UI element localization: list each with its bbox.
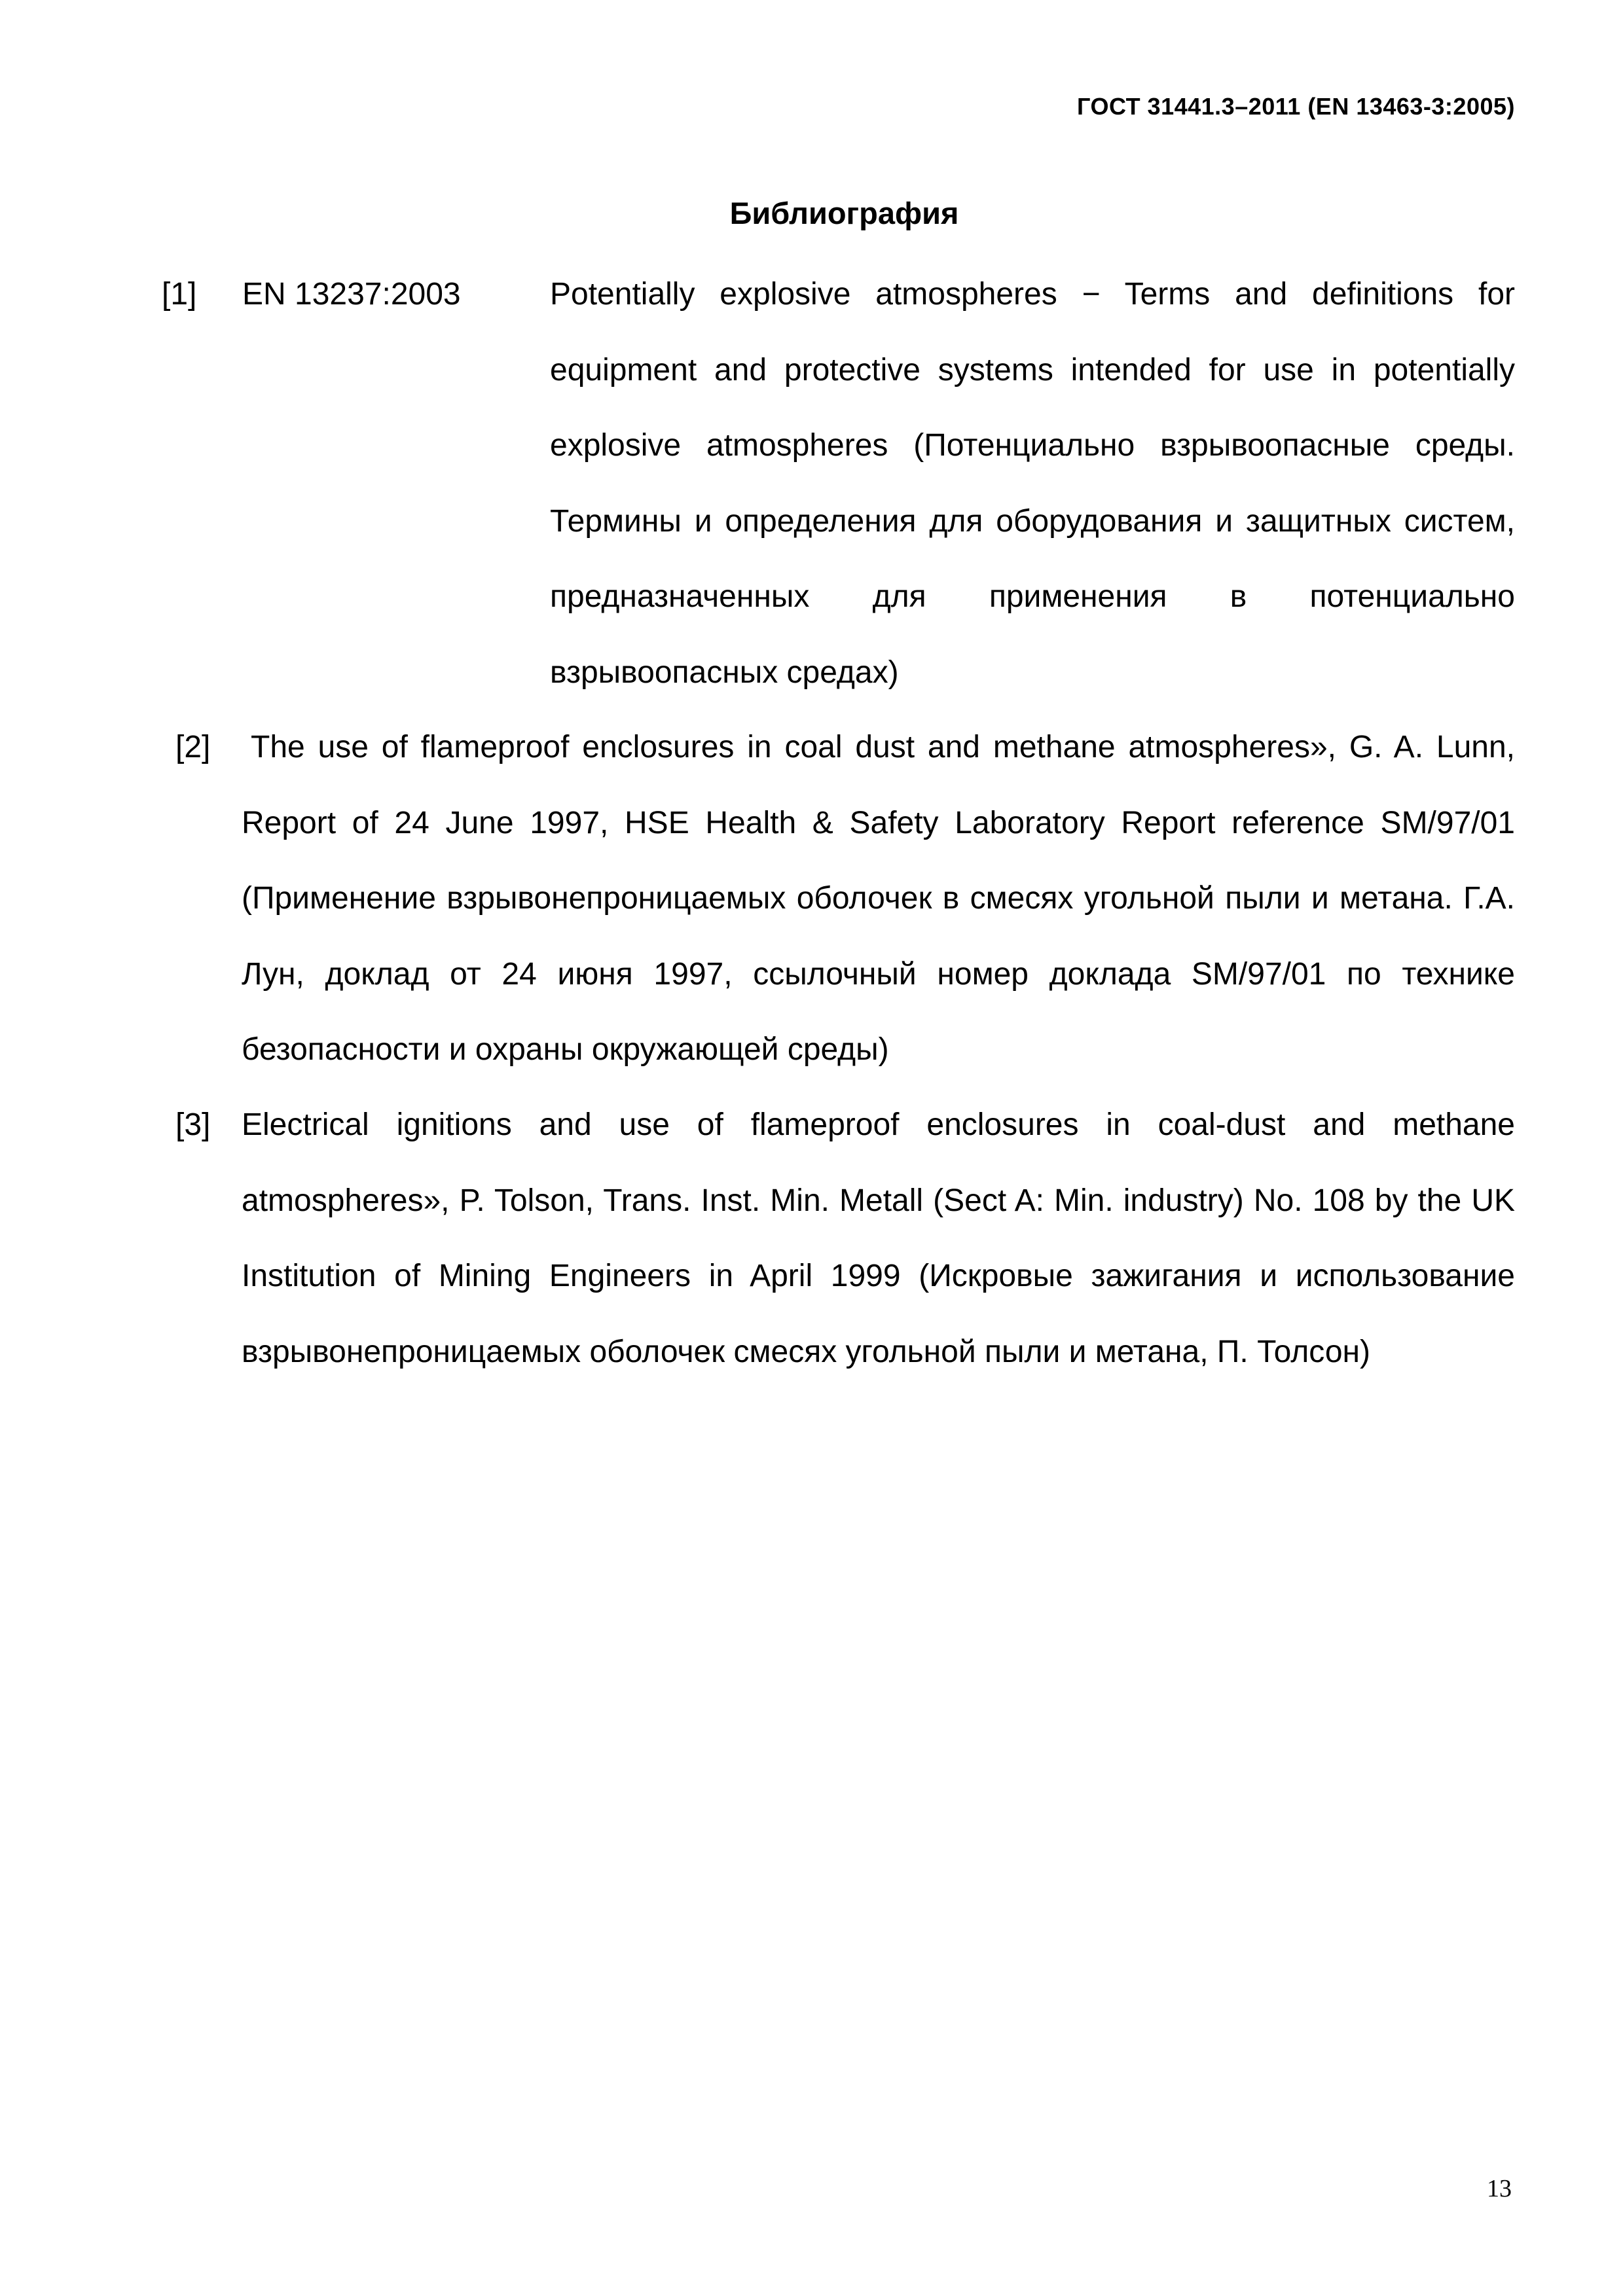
reference-item [175,709,1515,1102]
page-number: 13 [1487,2175,1512,2202]
reference-item [162,257,1515,728]
reference-number: [2] [175,730,211,764]
reference-text: Electrical ignitions and use of flameproof enclosures in coal-dust and methane atmospheres», P. Tolson, Trans. Inst. Min. Metall (Sect A: Min. industry) No. 108 by the UK Institution of Mining Engineers in April 1999 (Искровые зажигания и использование взрывонепроницаемых оболочек смесях угольной пыли и метана, П. Толсон) [242,1107,1515,1369]
reference-code: EN 13237:2003 [242,277,461,312]
document-header: ГОСТ 31441.3–2011 (EN 13463-3:2005) [1077,93,1515,120]
section-title: Библиография [729,196,959,230]
reference-number: [1] [162,277,197,312]
reference-text: Potentially explosive atmospheres − Terms and definitions for equipment and protective systems intended for use in potentially explosive atmospheres (Потенциально взрывоопасные среды. Термины и определения для оборудования и защитных систем, предназначенных для применения в потенциально взрывоопасных средах) [550,277,1515,690]
reference-item [175,1087,1515,1480]
reference-number: [3] [175,1107,211,1142]
reference-text: The use of flameproof enclosures in coal dust and methane atmospheres», G. A. Lunn, Report of 24 June 1997, HSE Health & Safety Laboratory Report reference SM/97/01 (Применение взрывонепроницаемых оболочек в смесях угольной пыли и метана. Г.А. Лун, доклад от 24 июня 1997, ссылочный номер доклада SM/97/01 по технике безопасности и охраны окружающей среды) [242,730,1515,1067]
